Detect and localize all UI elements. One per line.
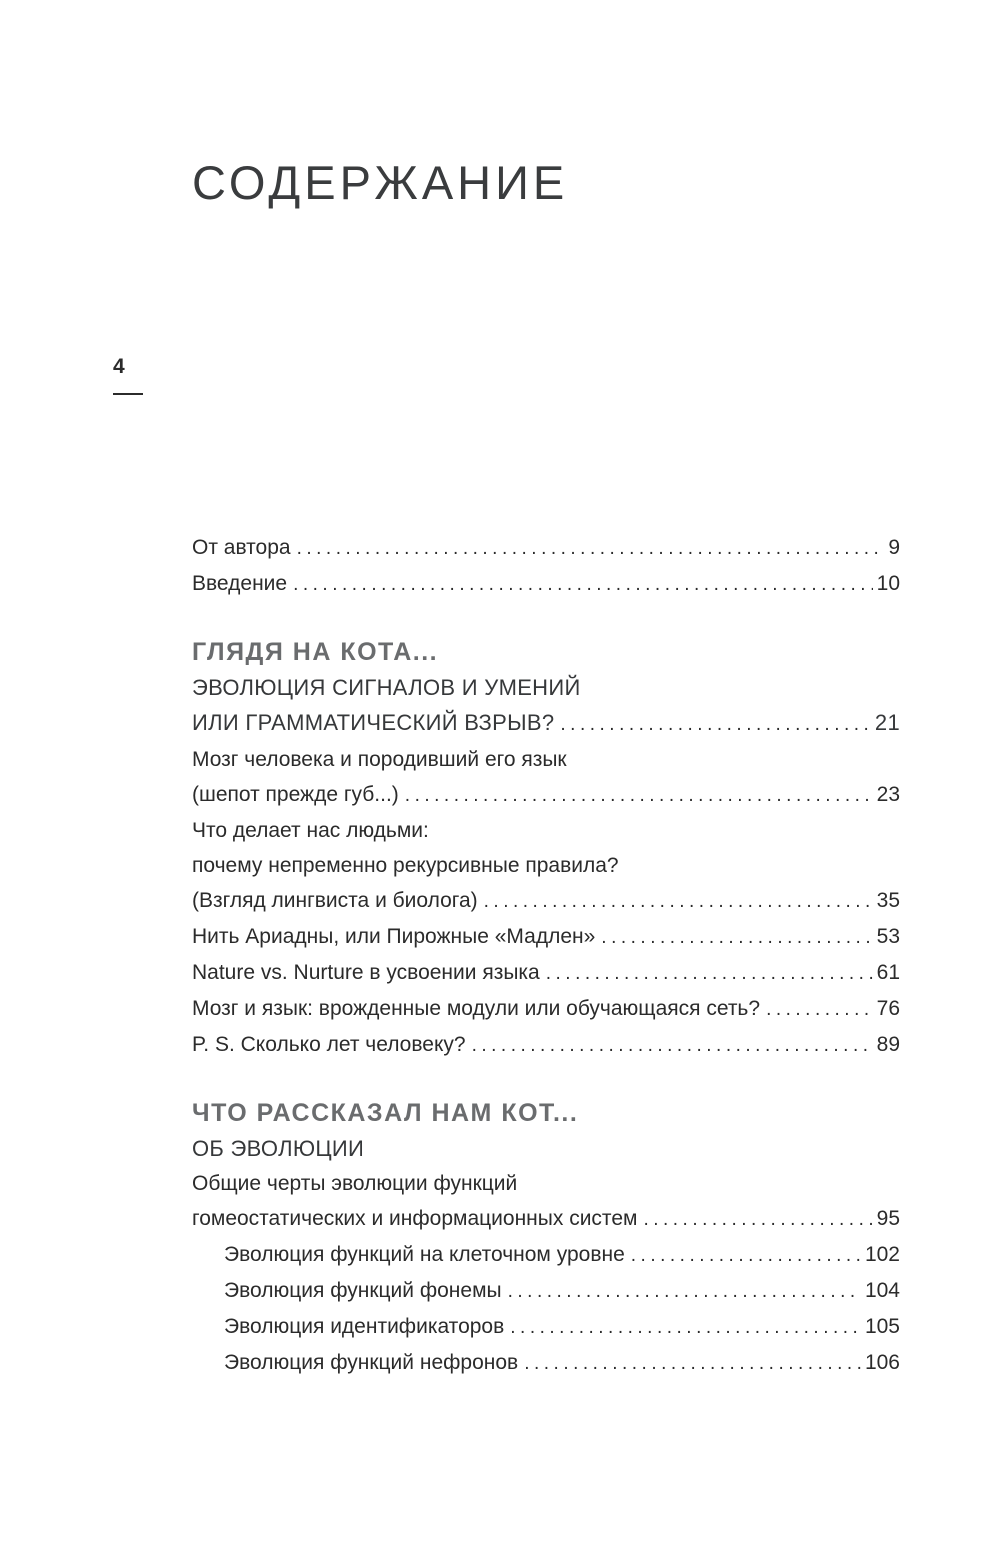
toc-entry-line <box>192 530 900 566</box>
toc-section-title: ЧТО РАССКАЗАЛ НАМ КОТ... <box>192 1099 579 1127</box>
toc-entry-line <box>192 955 900 991</box>
dot-leader <box>405 777 873 813</box>
toc-page-number: 102 <box>864 1243 900 1266</box>
toc-entry-text: Эволюция функций на клеточном уровне <box>224 1243 625 1266</box>
toc-page-number: 10 <box>876 572 900 595</box>
dot-leader <box>631 1237 861 1273</box>
toc-entry-line: Общие черты эволюции функций <box>192 1172 518 1195</box>
toc-entry-line: Что делает нас людьми: <box>192 819 429 842</box>
toc-entry-text: гомеостатических и информационных систем <box>192 1207 638 1230</box>
toc-section-subtitle-line: ОБ ЭВОЛЮЦИИ <box>192 1136 365 1161</box>
toc-page-number: 89 <box>876 1033 900 1056</box>
dot-leader <box>472 1027 873 1063</box>
toc-entry-line <box>192 1345 900 1381</box>
dot-leader <box>643 1201 872 1237</box>
dot-leader <box>601 919 872 955</box>
toc-entry-text: Введение <box>192 572 288 595</box>
toc-entry-text: Мозг и язык: врожденные модули или обучающаяся сеть? <box>192 997 761 1020</box>
toc-section-subtitle-line <box>192 705 900 742</box>
dot-leader <box>297 530 885 566</box>
toc-entry-text: Эволюция функций фонемы <box>224 1279 502 1302</box>
toc-entry-line <box>192 566 900 602</box>
toc-entry-text: От автора <box>192 536 291 559</box>
folio-rule <box>113 393 143 395</box>
toc-entry-line <box>192 991 900 1027</box>
dot-leader <box>546 955 873 991</box>
toc-page-number: 104 <box>864 1279 900 1302</box>
toc-section-subtitle-line: ЭВОЛЮЦИЯ СИГНАЛОВ И УМЕНИЙ <box>192 675 581 700</box>
dot-leader <box>766 991 873 1027</box>
toc-page-number: 35 <box>876 889 900 912</box>
toc-page-number: 76 <box>876 997 900 1020</box>
toc-section-title: ГЛЯДЯ НА КОТА... <box>192 638 439 666</box>
toc-entry-text: Эволюция функций нефронов <box>224 1351 519 1374</box>
toc-page-number: 21 <box>874 710 900 735</box>
dot-leader <box>560 705 871 742</box>
toc-entry-line <box>192 777 900 813</box>
folio <box>113 355 143 395</box>
dot-leader <box>484 883 873 919</box>
toc-page-number: 9 <box>888 536 900 559</box>
folio-number: 4 <box>113 355 125 378</box>
toc-entry-text: P. S. Сколько лет человеку? <box>192 1033 466 1056</box>
toc-entry-line <box>192 1309 900 1345</box>
toc-entry-line <box>192 919 900 955</box>
toc-entry-line <box>192 1237 900 1273</box>
toc-entry-text: Эволюция идентификаторов <box>224 1315 505 1338</box>
toc-entry-text: (шепот прежде губ...) <box>192 783 399 806</box>
toc-page-number: 106 <box>864 1351 900 1374</box>
page-title: СОДЕРЖАНИЕ <box>192 156 569 209</box>
dot-leader <box>524 1345 861 1381</box>
toc-entry-line <box>192 1273 900 1309</box>
dot-leader <box>510 1309 861 1345</box>
toc-entry-line <box>192 883 900 919</box>
toc-page-number: 95 <box>876 1207 900 1230</box>
dot-leader <box>508 1273 861 1309</box>
toc-entry-text: Нить Ариадны, или Пирожные «Мадлен» <box>192 925 596 948</box>
toc-page-number: 23 <box>876 783 900 806</box>
toc-entry-text: ИЛИ ГРАММАТИЧЕСКИЙ ВЗРЫВ? <box>192 710 555 735</box>
toc-page-number: 61 <box>876 961 900 984</box>
toc-entry-line <box>192 1201 900 1237</box>
toc-entry-line <box>192 1027 900 1063</box>
toc-entry-text: (Взгляд лингвиста и биолога) <box>192 889 478 912</box>
toc-entry-text: Nature vs. Nurture в усвоении языка <box>192 961 540 984</box>
toc-list <box>192 530 900 1381</box>
dot-leader <box>293 566 873 602</box>
toc-entry-line: почему непременно рекурсивные правила? <box>192 854 619 877</box>
toc-entry-line: Мозг человека и породивший его язык <box>192 748 567 771</box>
toc-page-number: 53 <box>876 925 900 948</box>
toc-page-number: 105 <box>864 1315 900 1338</box>
